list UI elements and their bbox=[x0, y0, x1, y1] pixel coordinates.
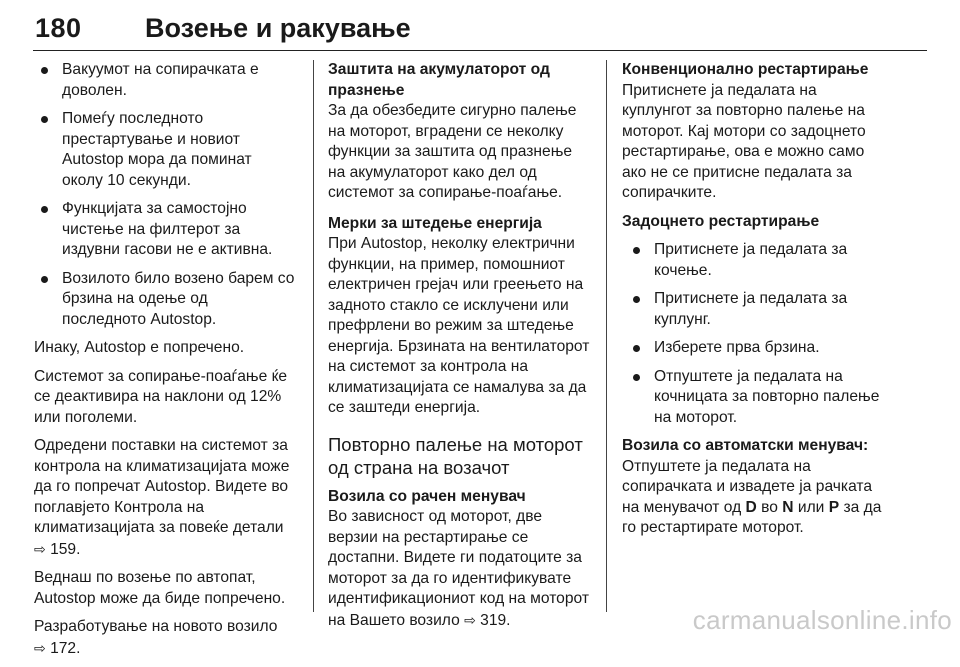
column-divider bbox=[313, 60, 314, 612]
subheading: Конвенционално рестартирање bbox=[622, 61, 869, 78]
chapter-title: Возење и ракување bbox=[145, 13, 411, 43]
list-item: Помеѓу последното престартување и новиот Autostop мора да поминат околу 10 секунди. bbox=[34, 109, 296, 191]
paragraph: Инаку, Autostop е попречено. bbox=[34, 339, 245, 356]
list-item: Возилото било возено барем со брзина на одење од последното Autostop. bbox=[34, 269, 296, 331]
list-item: Изберете прва брзина. bbox=[622, 338, 890, 359]
paragraph: Одредени поставки на системот за контрола на климатизацијата може да го попречат Autostop. Видете во поглавјето Контрола на климатизацијата за повеќе детали ⇨ 159. bbox=[34, 437, 290, 558]
step-list bbox=[622, 240, 890, 428]
subheading: Заштита на акумулаторот од празнење bbox=[328, 61, 550, 99]
page-header bbox=[33, 10, 927, 50]
watermark: carmanualsonline.info bbox=[692, 605, 952, 635]
page-ref[interactable]: 159. bbox=[45, 540, 81, 558]
page-ref[interactable]: 319. bbox=[475, 611, 511, 629]
column-divider bbox=[606, 60, 607, 612]
list-item: Вакуумот на сопирачката е доволен. bbox=[34, 60, 296, 101]
list-item: Притиснете ја педалата за куплунг. bbox=[622, 289, 890, 330]
subheading: Задоцнето рестартирање bbox=[622, 212, 820, 230]
paragraph: За да обезбедите сигурно палење на моторот, вградени се неколку функции за заштита од празнење на акумулаторот како дел од системот за сопирање-поаѓање. bbox=[328, 102, 577, 201]
page-ref[interactable]: 172. bbox=[45, 639, 81, 657]
paragraph: Веднаш по возење по автопат, Autostop може да биде попречено. bbox=[34, 569, 286, 607]
paragraph: Отпуштете ја педалата на сопирачката и извадете ја рачката на менувачот од D во N или P за да го рестартирате моторот. bbox=[622, 457, 882, 536]
page-ref-arrow-icon: ⇨ bbox=[34, 639, 46, 656]
list-item: Функцијата за самостојно чистење на филтерот за издувни гасови не е активна. bbox=[34, 199, 296, 261]
list-item: Притиснете ја педалата за кочење. bbox=[622, 240, 890, 281]
gear-label: P bbox=[828, 498, 840, 516]
header-rule bbox=[33, 50, 927, 51]
column-3 bbox=[622, 60, 890, 547]
paragraph: Притиснете ја педалата на куплунгот за повторно палење на моторот. Кај мотори со задоцнето рестартирање, ова е можно само ако не се притисне педалата за сопирачките. bbox=[622, 81, 866, 201]
subheading: Возила со рачен менувач bbox=[328, 487, 526, 505]
paragraph: Разработување на новото возило ⇨ 172. bbox=[34, 618, 278, 657]
page-number: 180 bbox=[35, 13, 82, 43]
paragraph: При Autostop, неколку електрични функции, на пример, помошниот електричен грејач или греењето на задното стакло се исклучени или префрлени во режим за штедење енергија. Брзината на вентилаторот на системот за контрола на климатизацијата се намалува за да се заштеди енергија. bbox=[328, 235, 590, 416]
paragraph: Системот за сопирање-поаѓање ќе се деактивира на наклони од 12% или поголеми. bbox=[34, 367, 288, 426]
column-1 bbox=[34, 60, 296, 667]
list-item: Отпуштете ја педалата на кочницата за повторно палење на моторот. bbox=[622, 367, 890, 429]
gear-label: N bbox=[782, 498, 794, 516]
column-2 bbox=[328, 60, 592, 639]
subheading: Мерки за штедење енергија bbox=[328, 214, 542, 232]
condition-list bbox=[34, 60, 296, 330]
page-ref-arrow-icon: ⇨ bbox=[464, 611, 476, 628]
paragraph: Во зависност од моторот, две верзии на рестартирање се достапни. Видете ги податоците за моторот за да го идентификувате идентификациониот код на моторот на Вашето возило ⇨ 319. bbox=[328, 508, 589, 629]
subheading: Возила со автоматски менувач: bbox=[622, 437, 869, 454]
section-heading: Повторно палење на моторот од страна на возачот bbox=[328, 433, 583, 478]
page-ref-arrow-icon: ⇨ bbox=[34, 540, 46, 557]
gear-label: D bbox=[745, 498, 757, 516]
